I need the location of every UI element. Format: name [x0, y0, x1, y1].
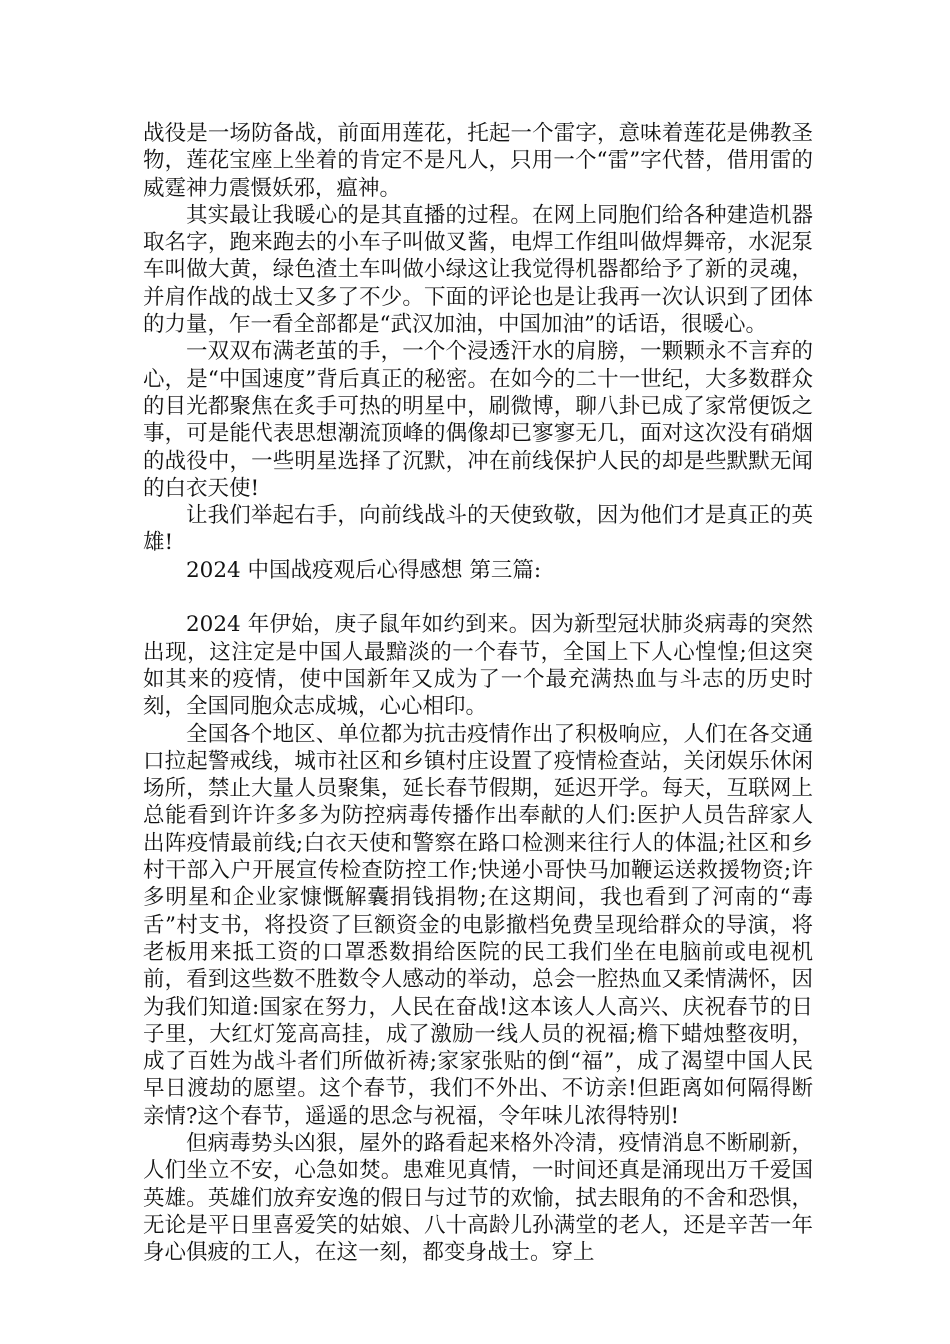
blank-line	[143, 584, 813, 611]
paragraph-3: 一双双布满老茧的手，一个个浸透汗水的肩膀，一颗颗永不言弃的心，是“中国速度”背后真正的秘密。在如今的二十一世纪，大多数群众的目光都聚焦在炙手可热的明星中，刷微博，聊八卦已成了家常便饭之事，可是能代表思想潮流顶峰的偶像却已寥寥无几，面对这次没有硝烟的战役中，一些明星选择了沉默，冲在前线保护人民的却是些默默无闻的白衣天使!	[143, 339, 813, 501]
paragraph-5: 2024 年伊始，庚子鼠年如约到来。因为新型冠状肺炎病毒的突然出现，这注定是中国人最黯淡的一个春节，全国上下人心惶惶;但这突如其来的疫情，使中国新年又成为了一个最充满热血与斗志的历史时刻，全国同胞众志成城，心心相印。	[143, 612, 813, 720]
section-heading: 2024 中国战疫观后心得感想 第三篇:	[186, 557, 542, 583]
paragraph-4: 让我们举起右手，向前线战斗的天使致敬，因为他们才是真正的英雄!	[143, 503, 813, 556]
document-page	[143, 120, 813, 1266]
paragraph-2: 其实最让我暖心的是其直播的过程。在网上同胞们给各种建造机器取名字，跑来跑去的小车子叫做叉酱，电焊工作组叫做焊舞帝，水泥泵车叫做大黄，绿色渣土车叫做小绿这让我觉得机器都给予了新的灵魂，并肩作战的战士又多了不少。下面的评论也是让我再一次认识到了团体的力量，乍一看全部都是“武汉加油，中国加油”的话语，很暖心。	[143, 202, 813, 338]
paragraph-6: 全国各个地区、单位都为抗击疫情作出了积极响应，人们在各交通口拉起警戒线，城市社区和乡镇村庄设置了疫情检查站，关闭娱乐休闲场所，禁止大量人员聚集，延长春节假期，延迟开学。每天，互联网上总能看到许许多多为防控病毒传播作出奉献的人们:医护人员告辞家人出阵疫情最前线;白衣天使和警察在路口检测来往行人的体温;社区和乡村干部入户开展宣传检查防控工作;快递小哥快马加鞭运送救援物资;许多明星和企业家慷慨解囊捐钱捐物;在这期间，我也看到了河南的“毒舌”村支书，将投资了巨额资金的电影撤档免费呈现给群众的导演，将老板用来抵工资的口罩悉数捐给医院的民工我们坐在电脑前或电视机前，看到这些数不胜数令人感动的举动，总会一腔热血又柔情满怀，因为我们知道:国家在努力，人民在奋战!这本该人人高兴、庆祝春节的日子里，大红灯笼高高挂，成了激励一线人员的祝福;檐下蜡烛整夜明，成了百姓为战斗者们所做祈祷;家家张贴的倒“福”，成了渴望中国人民早日渡劫的愿望。这个春节，我们不外出、不访亲!但距离如何隔得断亲情?这个春节，遥遥的思念与祝福，令年味儿浓得特别!	[143, 721, 813, 1129]
paragraph-7: 但病毒势头凶狠，屋外的路看起来格外冷清，疫情消息不断刷新，人们坐立不安，心急如焚。患难见真情，一时间还真是涌现出万千爱国英雄。英雄们放弃安逸的假日与过节的欢愉，拭去眼角的不舍和恐惧，无论是平日里喜爱笑的姑娘、八十高龄儿孙满堂的老人，还是辛苦一年身心俱疲的工人，在这一刻，都变身战士。穿上	[143, 1130, 813, 1266]
paragraph-1: 战役是一场防备战，前面用莲花，托起一个雷字，意味着莲花是佛教圣物，莲花宝座上坐着的肯定不是凡人，只用一个“雷”字代替，借用雷的威霆神力震慑妖邪，瘟神。	[143, 121, 813, 201]
